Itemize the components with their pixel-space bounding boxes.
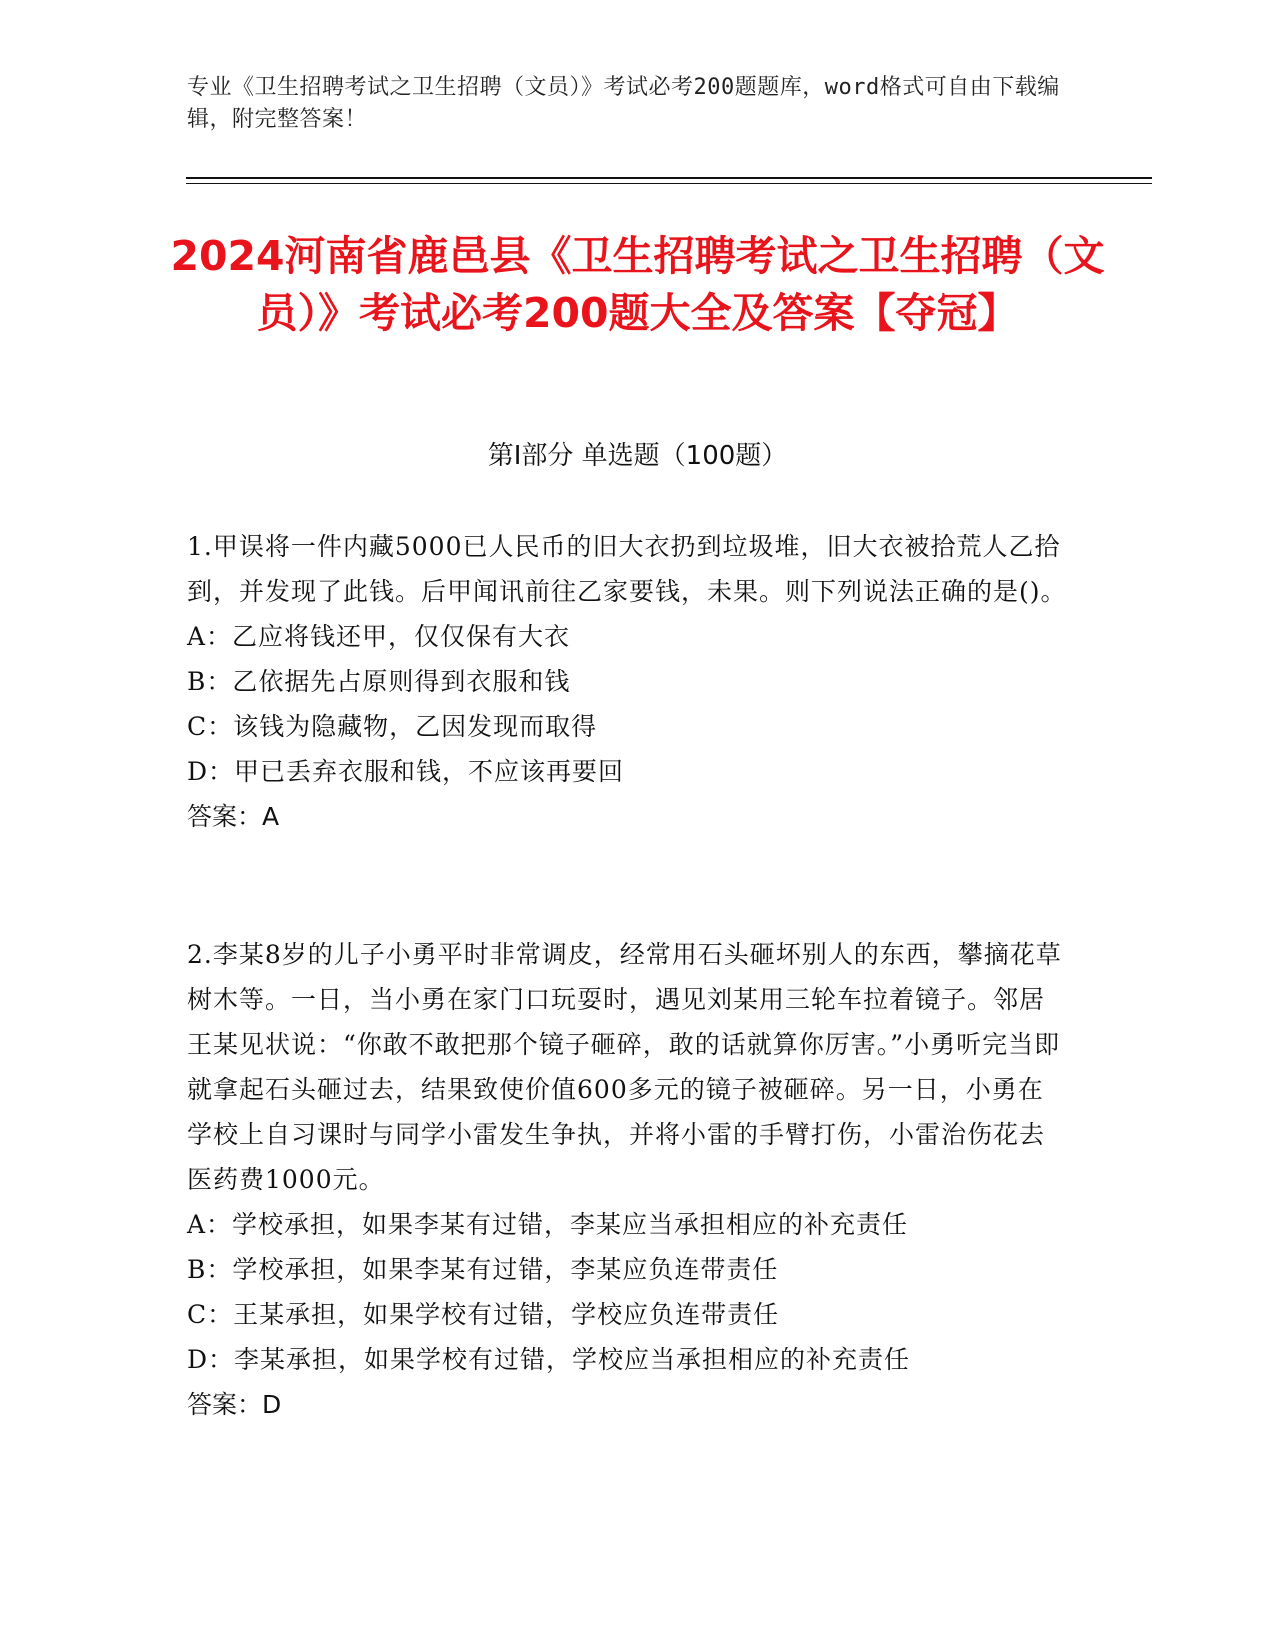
answer-line: 答案：D bbox=[187, 1390, 282, 1419]
option-c: C：该钱为隐藏物，乙因发现而取得 bbox=[187, 712, 598, 741]
question-stem: 1.甲误将一件内藏5000已人民币的旧大衣扔到垃圾堆，旧大衣被拾荒人乙拾到，并发现了此钱。后甲闻讯前往乙家要钱，未果。则下列说法正确的是()。 bbox=[187, 532, 1067, 606]
section-heading: 第Ⅰ部分 单选题（100题） bbox=[487, 441, 788, 471]
option-d: D：李某承担，如果学校有过错，学校应当承担相应的补充责任 bbox=[187, 1345, 911, 1374]
option-a: A：学校承担，如果李某有过错，李某应当承担相应的补充责任 bbox=[187, 1210, 909, 1239]
option-b: B：乙依据先占原则得到衣服和钱 bbox=[187, 667, 571, 696]
question-1 bbox=[187, 524, 1067, 839]
option-b: B：学校承担，如果李某有过错，李某应负连带责任 bbox=[187, 1255, 779, 1284]
question-stem: 2.李某8岁的儿子小勇平时非常调皮，经常用石头砸坏别人的东西，攀摘花草树木等。一日，当小勇在家门口玩耍时，遇见刘某用三轮车拉着镜子。邻居王某见状说：“你敢不敢把那个镜子砸碎，敢的话就算你厉害。”小勇听完当即就拿起石头砸过去，结果致使价值600多元的镜子被砸碎。另一日，小勇在学校上自习课时与同学小雷发生争执，并将小雷的手臂打伤，小雷治伤花去医药费1000元。 bbox=[187, 940, 1062, 1194]
header-note: 专业《卫生招聘考试之卫生招聘（文员）》考试必考200题题库，word格式可自由下载编辑，附完整答案！ bbox=[187, 75, 1060, 132]
option-d: D：甲已丢弃衣服和钱，不应该再要回 bbox=[187, 757, 625, 786]
answer-line: 答案：A bbox=[187, 802, 280, 831]
header-divider-thin bbox=[186, 183, 1152, 184]
option-c: C：王某承担，如果学校有过错，学校应负连带责任 bbox=[187, 1300, 780, 1329]
question-2 bbox=[187, 932, 1067, 1427]
header-divider-thick bbox=[186, 177, 1152, 179]
document-title: 2024河南省鹿邑县《卫生招聘考试之卫生招聘（文员）》考试必考200题大全及答案【夺冠】 bbox=[170, 232, 1105, 337]
option-a: A：乙应将钱还甲，仅仅保有大衣 bbox=[187, 622, 571, 651]
